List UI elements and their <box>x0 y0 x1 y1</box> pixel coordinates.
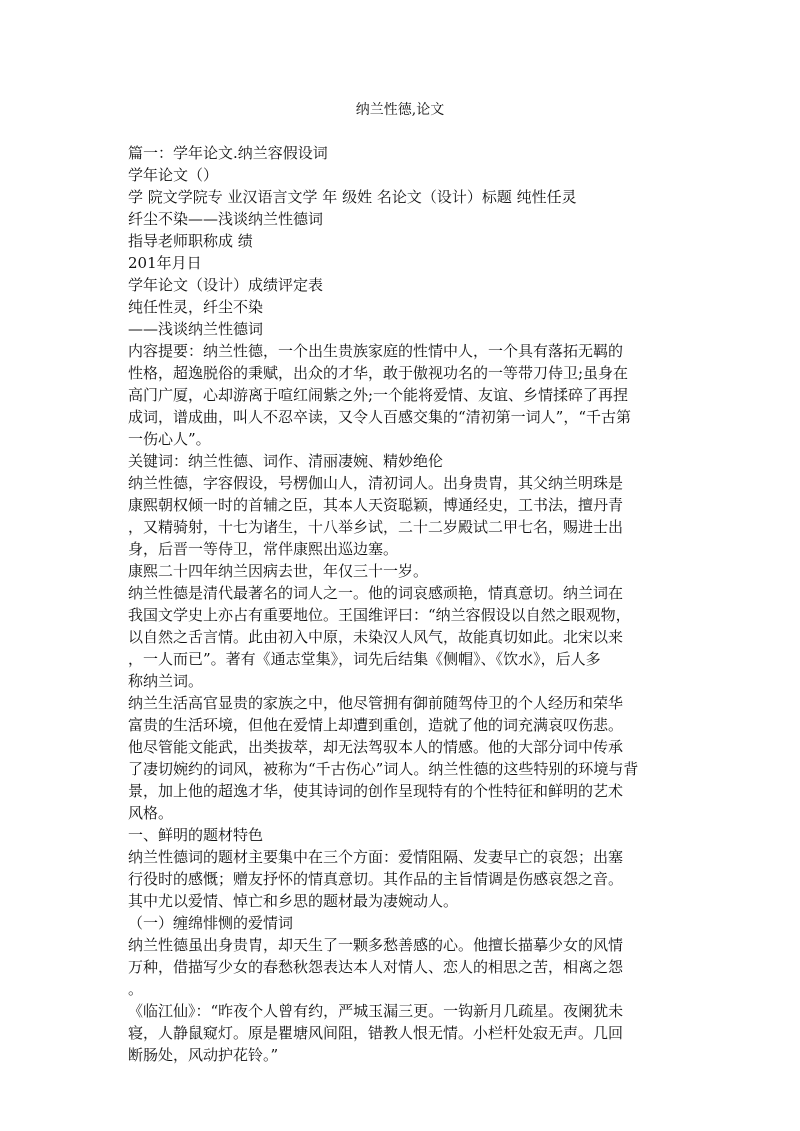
document-title: 纳兰性德,论文 <box>355 102 445 118</box>
text-line: 行役时的感慨；赠友抒怀的情真意切。其作品的主旨情调是伤感哀怨之音。 <box>128 870 624 888</box>
text-line: 性格，超逸脱俗的秉赋，出众的才华，敢于傲视功名的一等带刀侍卫;虽身在 <box>128 364 629 382</box>
text-line: 其中尤以爱情、悼亡和乡思的题材最为凄婉动人。 <box>128 892 459 910</box>
text-line: 指导老师职称成 绩 <box>128 232 253 250</box>
text-line: 万种，借描写少女的春愁秋怨表达本人对情人、恋人的相思之苦，相离之怨 <box>128 958 624 976</box>
text-line: 纳兰性德，字容假设，号楞伽山人，清初词人。出身贵胄，其父纳兰明珠是 <box>128 474 624 492</box>
text-line: 我国文学史上亦占有重要地位。王国维评曰：“纳兰容假设以自然之眼观物， <box>128 606 631 624</box>
document-body <box>128 142 680 1066</box>
text-line: ，又精骑射，十七为诸生，十八举乡试，二十二岁殿试二甲七名，赐进士出 <box>128 518 624 536</box>
text-line: 康熙二十四年纳兰因病去世，年仅三十一岁。 <box>128 562 429 580</box>
text-line: 一、鲜明的题材特色 <box>128 826 264 844</box>
text-line: 学 院文学院专 业汉语言文学 年 级姓 名论文（设计）标题 纯性任灵 <box>128 188 577 206</box>
text-line: 纯任性灵，纤尘不染 <box>128 298 264 316</box>
text-line: 了凄切婉约的词风，被称为“千古伤心”词人。纳兰性德的这些特别的环境与背 <box>128 760 639 778</box>
text-line: 201年月日 <box>128 254 202 272</box>
text-line: 成词，谱成曲，叫人不忍卒读，又令人百感交集的“清初第一词人”，“千古第 <box>128 408 632 426</box>
text-line: 一伤心人”。 <box>128 430 211 448</box>
text-line: 康熙朝权倾一时的首辅之臣，其本人天资聪颖，博通经史，工书法，擅丹青 <box>128 496 624 514</box>
text-line: 寝，人静鼠窥灯。原是瞿塘风间阻，错教人恨无情。小栏杆处寂无声。几回 <box>128 1024 624 1042</box>
text-line: 内容提要：纳兰性德，一个出生贵族家庭的性情中人，一个具有落拓无羁的 <box>128 342 624 360</box>
text-line: 纳兰性德虽出身贵胄，却天生了一颗多愁善感的心。他擅长描摹少女的风情 <box>128 936 624 954</box>
text-line: 身，后晋一等侍卫，常伴康熙出巡边塞。 <box>128 540 399 558</box>
text-line: 学年论文（设计）成绩评定表 <box>128 276 324 294</box>
text-line: 称纳兰词。 <box>128 672 204 690</box>
text-line: 《临江仙》：“昨夜个人曾有约，严城玉漏三更。一钩新月几疏星。夜阑犹未 <box>128 1002 624 1020</box>
text-line: 富贵的生活环境，但他在爱情上却遭到重创，造就了他的词充满哀叹伤悲。 <box>128 716 624 734</box>
text-line: 景，加上他的超逸才华，使其诗词的创作呈现特有的个性特征和鲜明的艺术 <box>128 782 624 800</box>
text-line: 纳兰生活高官显贵的家族之中，他尽管拥有御前随驾侍卫的个人经历和荣华 <box>128 694 624 712</box>
text-line: 纳兰性德是清代最著名的词人之一。他的词哀感顽艳，情真意切。纳兰词在 <box>128 584 624 602</box>
text-line: 关键词：纳兰性德、词作、清丽凄婉、精妙绝伦 <box>128 452 444 470</box>
text-line: 他尽管能文能武，出类拔萃，却无法驾驭本人的情感。他的大部分词中传承 <box>128 738 624 756</box>
text-line: 断肠处，风动护花铃。” <box>128 1046 279 1064</box>
text-line: ——浅谈纳兰性德词 <box>128 320 264 338</box>
text-line: 篇一：学年论文.纳兰容假设词 <box>128 144 328 162</box>
text-line: （一）缠绵悱恻的爱情词 <box>128 914 294 932</box>
text-line: 纳兰性德词的题材主要集中在三个方面：爱情阻隔、发妻早亡的哀怨；出塞 <box>128 848 624 866</box>
text-line: 以自然之舌言情。此由初入中原，未染汉人风气，故能真切如此。北宋以来 <box>128 628 624 646</box>
text-line: 风格。 <box>128 804 174 822</box>
text-line: 高门广厦，心却游离于喧红闹紫之外;一个能将爱情、友谊、乡情揉碎了再捏 <box>128 386 629 404</box>
text-line: 纤尘不染——浅谈纳兰性德词 <box>128 210 324 228</box>
text-line: ，一人而已”。著有《通志堂集》，词先后结集《侧帽》、《饮水》，后人多 <box>128 650 601 668</box>
text-line: 。 <box>128 980 144 998</box>
text-line: 学年论文（） <box>128 166 219 184</box>
